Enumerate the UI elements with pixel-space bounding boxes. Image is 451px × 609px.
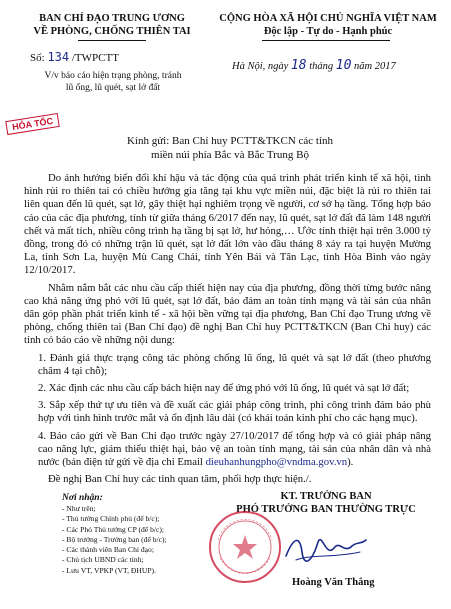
recipients-list xyxy=(62,504,212,576)
recipient-item: - Bộ trưởng - Trưởng ban (để b/c); xyxy=(62,534,167,544)
request-item-4-text: 4. Báo cáo gửi về Ban Chỉ đạo trước ngày 27/10/2017 để tổng hợp và có giải pháp nâng cao năng lực, giảm thiểu thiệt hại, bảo vệ an toàn tính mạng, tài sản của nhân dân và nhà nước (bản điện tử gửi về địa chỉ Email xyxy=(38,429,431,469)
motto-underline xyxy=(262,40,390,41)
date-year: năm 2017 xyxy=(354,61,396,72)
subject-line-2: lũ ống, lũ quét, sạt lở đất xyxy=(65,83,161,93)
date-line xyxy=(232,58,396,73)
document-number xyxy=(30,50,119,64)
date-month-handwritten: 10 xyxy=(335,58,352,73)
body-paragraph-1: Do ảnh hưởng biến đổi khí hậu và tác động của quá trình phát triển kinh tế xã hội, tình hình rủi ro thiên tai có chiều hướng gia tăng tại khu vực miền núi, đặc biệt là rủi ro thiên tai liên quan đến lũ quét, sạt lở, gây thiệt hại nghiêm trọng về người, cơ sở hạ tầng. Tổng hợp báo cáo của các địa phương, tính từ giữa tháng 6/2017 đến nay, lũ quét, sạt lở đất đã làm 148 người chết và mất tích, nhiều công trình hạ tầng bị sạt lở, hư hỏng,… Ước tính thiệt hại trên 3.000 tỷ đồng, trong đó có những trận lũ quét, sạt lở đất lớn vào đầu tháng 8 xảy ra tại huyện Mường La, tỉnh Sơn La, huyện Mù Cang Chải, tỉnh Yên Bái và Tân Lạc, tỉnh Hòa Bình vào ngày 12/10/2017. xyxy=(24,172,431,277)
signatory-role-1: KT. TRƯỞNG BAN xyxy=(280,491,372,502)
recipient-item: - Các Phó Thủ tướng CP (để b/c); xyxy=(62,524,164,534)
recipient-item: - Các thành viên Ban Chỉ đạo; xyxy=(62,545,154,555)
nation-name: CỘNG HÒA XÃ HỘI CHỦ NGHĨA VIỆT NAM xyxy=(219,13,437,24)
document-subject xyxy=(18,70,208,94)
recipient-line-2: miền núi phía Bắc và Bắc Trung Bộ xyxy=(151,149,309,161)
recipient-item: - Lưu VT, VPKP (VT, ĐHUP). xyxy=(62,565,156,575)
doc-number-handwritten: 134 xyxy=(47,50,70,64)
doc-number-prefix: Số: xyxy=(30,52,45,64)
request-item-4 xyxy=(24,430,431,470)
official-seal-icon xyxy=(208,510,282,584)
national-motto: Độc lập - Tự do - Hạnh phúc xyxy=(263,26,393,37)
recipient-item: - Thủ tướng Chính phủ (để b/c); xyxy=(62,514,160,524)
doc-number-suffix: /TWPCTT xyxy=(71,52,119,64)
request-item-1: 1. Đánh giá thực trạng công tác phòng chống lũ ống, lũ quét và sạt lở đất (theo phương châm 4 tại chỗ); xyxy=(38,351,431,377)
contact-email: dieuhanhungpho@vndma.gov.vn xyxy=(205,456,348,469)
date-day-handwritten: 18 xyxy=(290,58,307,73)
national-heading xyxy=(208,12,448,38)
signatory-role-2: PHÓ TRƯỞNG BAN THƯỜNG TRỰC xyxy=(236,504,416,515)
body-paragraph-2: Nhằm nắm bắt các nhu cầu cấp thiết hiện nay của địa phương, đồng thời từng bước nâng cao khả năng ứng phó với lũ quét, sạt lở đất, bảo đảm an toàn tính mạng và tài sản của nhân dân góp phần phát triển kinh tế - xã hội bền vững tại địa phương, Ban Chỉ đạo Trung ương về phòng, chống thiên tai (Ban Chỉ đạo) đề nghị Ban Chỉ huy PCTT&TKCN (Ban Chỉ huy) các tỉnh có báo cáo về những nội dung: xyxy=(24,281,431,347)
signer-name: Hoàng Văn Thắng xyxy=(292,577,375,588)
date-place: Hà Nội, ngày xyxy=(232,61,289,72)
date-month-label: tháng xyxy=(309,61,334,72)
organization-line-1: BAN CHỈ ĐẠO TRUNG ƯƠNG xyxy=(39,13,185,24)
request-item-2: 2. Xác định các nhu cầu cấp bách hiện nay để ứng phó với lũ ống, lũ quét và sạt lở đất; xyxy=(38,382,410,395)
issuing-organization xyxy=(22,12,202,38)
recipient-line-1: Kính gửi: Ban Chỉ huy PCTT&TKCN các tỉnh xyxy=(126,135,334,147)
letter-body xyxy=(24,172,431,490)
recipient-block xyxy=(100,134,360,162)
request-item-3: 3. Sắp xếp thứ tự ưu tiên và đề xuất các giải pháp công trình, phi công trình đảm bảo phù hợp với tình hình trước mắt và ổn định lâu dài (có khái toán kinh phí cho các hạng mục). xyxy=(38,399,431,425)
recipient-item: - Như trên; xyxy=(62,504,96,513)
recipients-title: Nơi nhận: xyxy=(62,493,103,503)
organization-line-2: VỀ PHÒNG, CHỐNG THIÊN TAI xyxy=(33,26,191,37)
recipient-item: - Chủ tịch UBND các tỉnh; xyxy=(62,555,144,565)
urgent-stamp: HỎA TỐC xyxy=(5,113,60,135)
request-item-4-end: ). xyxy=(347,456,354,469)
subject-line-1: V/v báo cáo hiện trạng phòng, tránh xyxy=(44,71,182,81)
handwritten-signature-icon xyxy=(282,528,368,568)
closing-sentence: Đề nghị Ban Chỉ huy các tỉnh quan tâm, phối hợp thực hiện./. xyxy=(48,473,312,486)
organization-underline xyxy=(78,40,146,41)
